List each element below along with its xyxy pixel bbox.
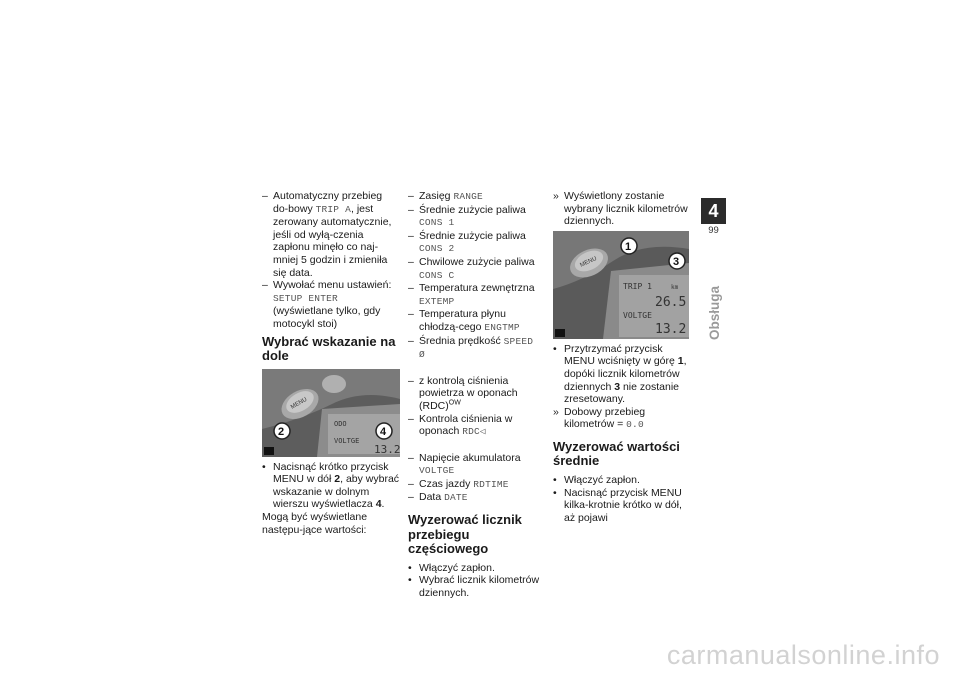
list-item: – Kontrola ciśnienia w oponach RDC◁	[408, 412, 513, 438]
button-label: MENU	[579, 255, 598, 269]
page-number: 99	[708, 225, 719, 236]
instrument-photo-1	[262, 369, 400, 457]
list-item: • Wybrać licznik kilometrów dziennych.	[408, 574, 540, 599]
watermark: carmanualsonline.info	[666, 640, 940, 670]
list-item: – Temperatura zewnętrzna EXTEMP	[408, 282, 535, 307]
list-item: • Włączyć zapłon.	[408, 561, 495, 574]
section-heading: Wyzerować wartości średnie	[553, 438, 680, 469]
list-item: – Automatyczny przebieg do-bowy TRIP A, jest zerowany automatycznie, jeśli od wyłą-czenia zapłonu minęło co naj-mniej 5 godzin i zmieniła się data.	[262, 190, 392, 279]
section-heading: Wybrać wskazanie na dole	[262, 333, 396, 364]
svg-text:13.2: 13.2	[655, 321, 687, 337]
list-item: • Włączyć zapłon.	[553, 473, 640, 486]
list-item: – Średnie zużycie paliwa CONS 2	[408, 229, 526, 255]
instrument-photo-2	[553, 231, 689, 339]
svg-text:13.2: 13.2	[374, 442, 400, 456]
section-heading: Wyzerować licznik przebiegu częściowego	[408, 512, 522, 557]
svg-text:TRIP 1: TRIP 1	[623, 281, 652, 291]
section-title: Obsługa	[707, 285, 722, 340]
list-item: – Czas jazdy RDTIME	[408, 477, 509, 490]
svg-text:VOLTGE: VOLTGE	[623, 310, 652, 320]
list-item: – Średnia prędkość SPEED Ø	[408, 334, 534, 361]
svg-text:ODO: ODO	[334, 419, 347, 428]
list-item: – Napięcie akumulatora VOLTGE	[408, 451, 521, 477]
list-item: • Nacisnąć przycisk MENU kilka-krotnie krótko w dół, aż pojawi	[553, 486, 682, 524]
list-item: • Nacisnąć krótko przycisk MENU w dół 2, aby wybrać wskazanie w dolnym wierszu wyświetlacza 4.	[262, 460, 400, 511]
svg-text:26.5: 26.5	[655, 294, 687, 310]
list-item: – Data DATE	[408, 491, 468, 504]
column-2	[408, 190, 543, 599]
paragraph: Mogą być wyświetlane następu-jące wartości:	[262, 510, 368, 536]
list-item: – Chwilowe zużycie paliwa CONS C	[408, 255, 535, 281]
list-item: – Zasięg RANGE	[408, 190, 483, 202]
svg-text:VOLTGE: VOLTGE	[334, 436, 360, 445]
svg-text:1: 1	[625, 240, 632, 253]
list-item: – Temperatura płynu chłodzą-cego ENGTMP	[408, 308, 520, 333]
button-label: MENU	[290, 396, 309, 411]
column-1	[262, 190, 400, 536]
svg-text:km: km	[671, 283, 679, 291]
svg-text:3: 3	[673, 255, 680, 268]
list-item: – Średnie zużycie paliwa CONS 1	[408, 203, 526, 229]
list-item: » Wyświetlony zostanie wybrany licznik kilometrów dziennych.	[553, 190, 688, 228]
column-3	[553, 190, 689, 524]
chapter-number: 4	[701, 198, 726, 224]
list-item: » Dobowy przebieg kilometrów = 0.0	[553, 405, 646, 431]
svg-text:4: 4	[380, 425, 387, 438]
list-item: • Przytrzymać przycisk MENU wciśnięty w górę 1, dopóki licznik kilometrów dziennych 3 nie zostanie zresetowany.	[553, 342, 687, 406]
list-item: – Wywołać menu ustawień: SETUP ENTER (wyświetlane tylko, gdy motocykl stoi)	[262, 279, 392, 330]
svg-text:2: 2	[278, 425, 285, 438]
list-item: – z kontrolą ciśnienia powietrza w oponach (RDC)$^{OW}$	[408, 374, 518, 412]
